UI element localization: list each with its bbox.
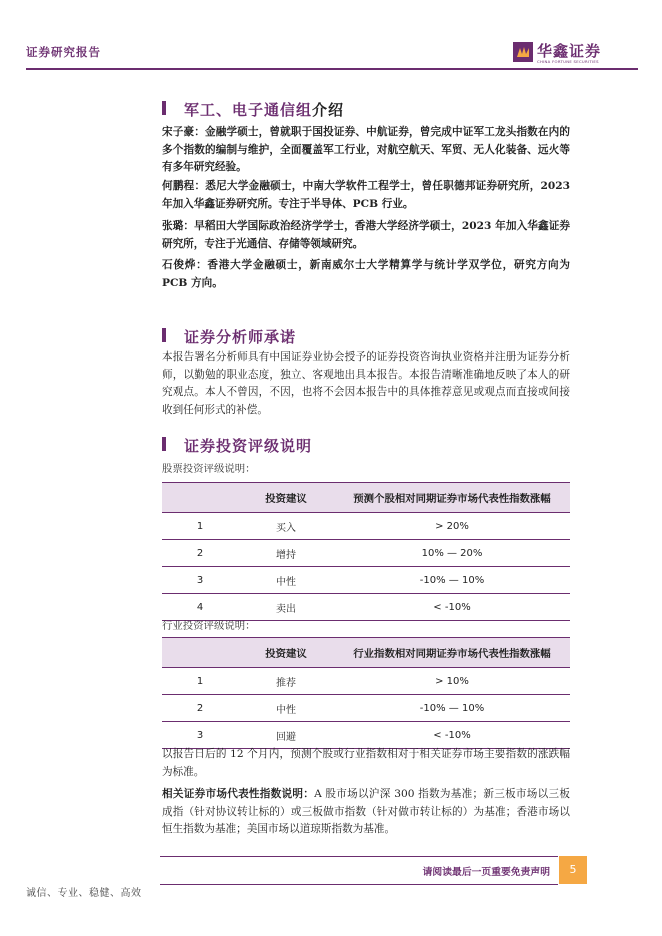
rating-label: 中性 xyxy=(238,567,334,594)
rating-label: 中性 xyxy=(238,695,334,722)
stock-rating-table xyxy=(162,482,570,621)
rating-range: -10% — 10% xyxy=(334,695,570,722)
team-title: 军工、电子通信组 xyxy=(184,101,313,119)
team-title-suffix: 介绍 xyxy=(312,101,345,119)
table-row xyxy=(162,695,570,722)
company-logo xyxy=(513,41,638,67)
row-index: 3 xyxy=(162,567,238,594)
index-note-label: 相关证券市场代表性指数说明： xyxy=(162,788,315,800)
report-type-label: 证券研究报告 xyxy=(26,45,101,59)
rating-range: > 10% xyxy=(334,668,570,695)
row-index: 3 xyxy=(162,722,238,749)
table-header-cell: 行业指数相对同期证券市场代表性指数涨幅 xyxy=(334,638,570,668)
table-header-cell: 投资建议 xyxy=(238,483,334,513)
row-index: 2 xyxy=(162,695,238,722)
rating-label: 买入 xyxy=(238,513,334,540)
table-header-cell: 投资建议 xyxy=(238,638,334,668)
index-note-text: A 股市场以沪深 300 指数为基准；新三板市场以三板成指（针对协议转让标的）或三板做市指数（针对做市转让标的）为基准；香港市场以恒生指数为基准；美国市场以道琼斯指数为基准。 xyxy=(162,788,570,835)
member-bio: 香港大学金融硕士，新南威尔士大学精算学与统计学双学位，研究方向为 PCB 方向。 xyxy=(162,259,571,289)
table-row xyxy=(162,567,570,594)
stock-rating-caption: 股票投资评级说明： xyxy=(162,463,256,475)
member-name: 张璐： xyxy=(162,220,195,232)
industry-rating-caption: 行业投资评级说明： xyxy=(162,620,256,632)
row-index: 1 xyxy=(162,668,238,695)
row-index: 4 xyxy=(162,594,238,621)
rating-range: 10% — 20% xyxy=(334,540,570,567)
index-note xyxy=(162,786,570,839)
rating-label: 增持 xyxy=(238,540,334,567)
header-divider xyxy=(26,68,638,70)
member-bio: 金融学硕士，曾就职于国投证券、中航证券，曾完成中证军工龙头指数在内的多个指数的编制与维护，全面覆盖军工行业，对航空航天、军贸、无人化装备、远火等有多年研究经验。 xyxy=(162,126,571,173)
rating-range: > 20% xyxy=(334,513,570,540)
member-intro xyxy=(162,257,570,292)
logo-name-en: CHINA FORTUNE SECURITIES xyxy=(537,59,599,64)
section-marker xyxy=(162,328,166,342)
member-name: 石俊烨： xyxy=(162,259,208,271)
rating-title: 证券投资评级说明 xyxy=(184,437,313,455)
page-number: 5 xyxy=(559,856,587,884)
rating-range: < -10% xyxy=(334,722,570,749)
table-row xyxy=(162,540,570,567)
rating-range: < -10% xyxy=(334,594,570,621)
commitment-text: 本报告署名分析师具有中国证券业协会授予的证券投资咨询执业资格并注册为证券分析师，以勤勉的职业态度，独立、客观地出具本报告。本报告清晰准确地反映了本人的研究观点。本人不曾因，不因，也将不会因本报告中的具体推荐意见或观点而直接或间接收到任何形式的补偿。 xyxy=(162,351,570,416)
table-header-cell: 预测个股相对同期证券市场代表性指数涨幅 xyxy=(334,483,570,513)
rating-label: 推荐 xyxy=(238,668,334,695)
member-intro xyxy=(162,218,570,253)
row-index: 1 xyxy=(162,513,238,540)
table-header-cell xyxy=(162,483,238,513)
table-header-cell xyxy=(162,638,238,668)
section-marker xyxy=(162,437,166,451)
row-index: 2 xyxy=(162,540,238,567)
table-row xyxy=(162,722,570,749)
section-marker xyxy=(162,101,166,115)
member-name: 何鹏程： xyxy=(162,180,206,192)
member-name: 宋子豪： xyxy=(162,126,205,138)
table-row xyxy=(162,513,570,540)
company-slogan: 诚信、专业、稳健、高效 xyxy=(26,888,142,899)
logo-name-cn: 华鑫证券 xyxy=(537,42,602,60)
member-intro xyxy=(162,124,570,177)
member-intro xyxy=(162,178,570,213)
rating-range: -10% — 10% xyxy=(334,567,570,594)
industry-rating-table xyxy=(162,637,570,749)
member-bio: 悉尼大学金融硕士，中南大学软件工程学士，曾任职德邦证券研究所，2023 年加入华鑫证券研究所。专注于半导体、PCB 行业。 xyxy=(162,180,571,210)
rating-note: 以报告日后的 12 个月内，预测个股或行业指数相对于相关证券市场主要指数的涨跌幅为标准。 xyxy=(162,748,570,778)
logo-mark-icon xyxy=(513,42,533,62)
rating-label: 回避 xyxy=(238,722,334,749)
footer-notice-bar xyxy=(160,856,558,885)
rating-label: 卖出 xyxy=(238,594,334,621)
disclaimer-notice: 请阅读最后一页重要免责声明 xyxy=(422,867,550,878)
table-row xyxy=(162,668,570,695)
commitment-title: 证券分析师承诺 xyxy=(184,328,297,346)
member-bio: 早稻田大学国际政治经济学学士，香港大学经济学硕士，2023 年加入华鑫证券研究所，专注于光通信、存储等领域研究。 xyxy=(162,220,571,250)
